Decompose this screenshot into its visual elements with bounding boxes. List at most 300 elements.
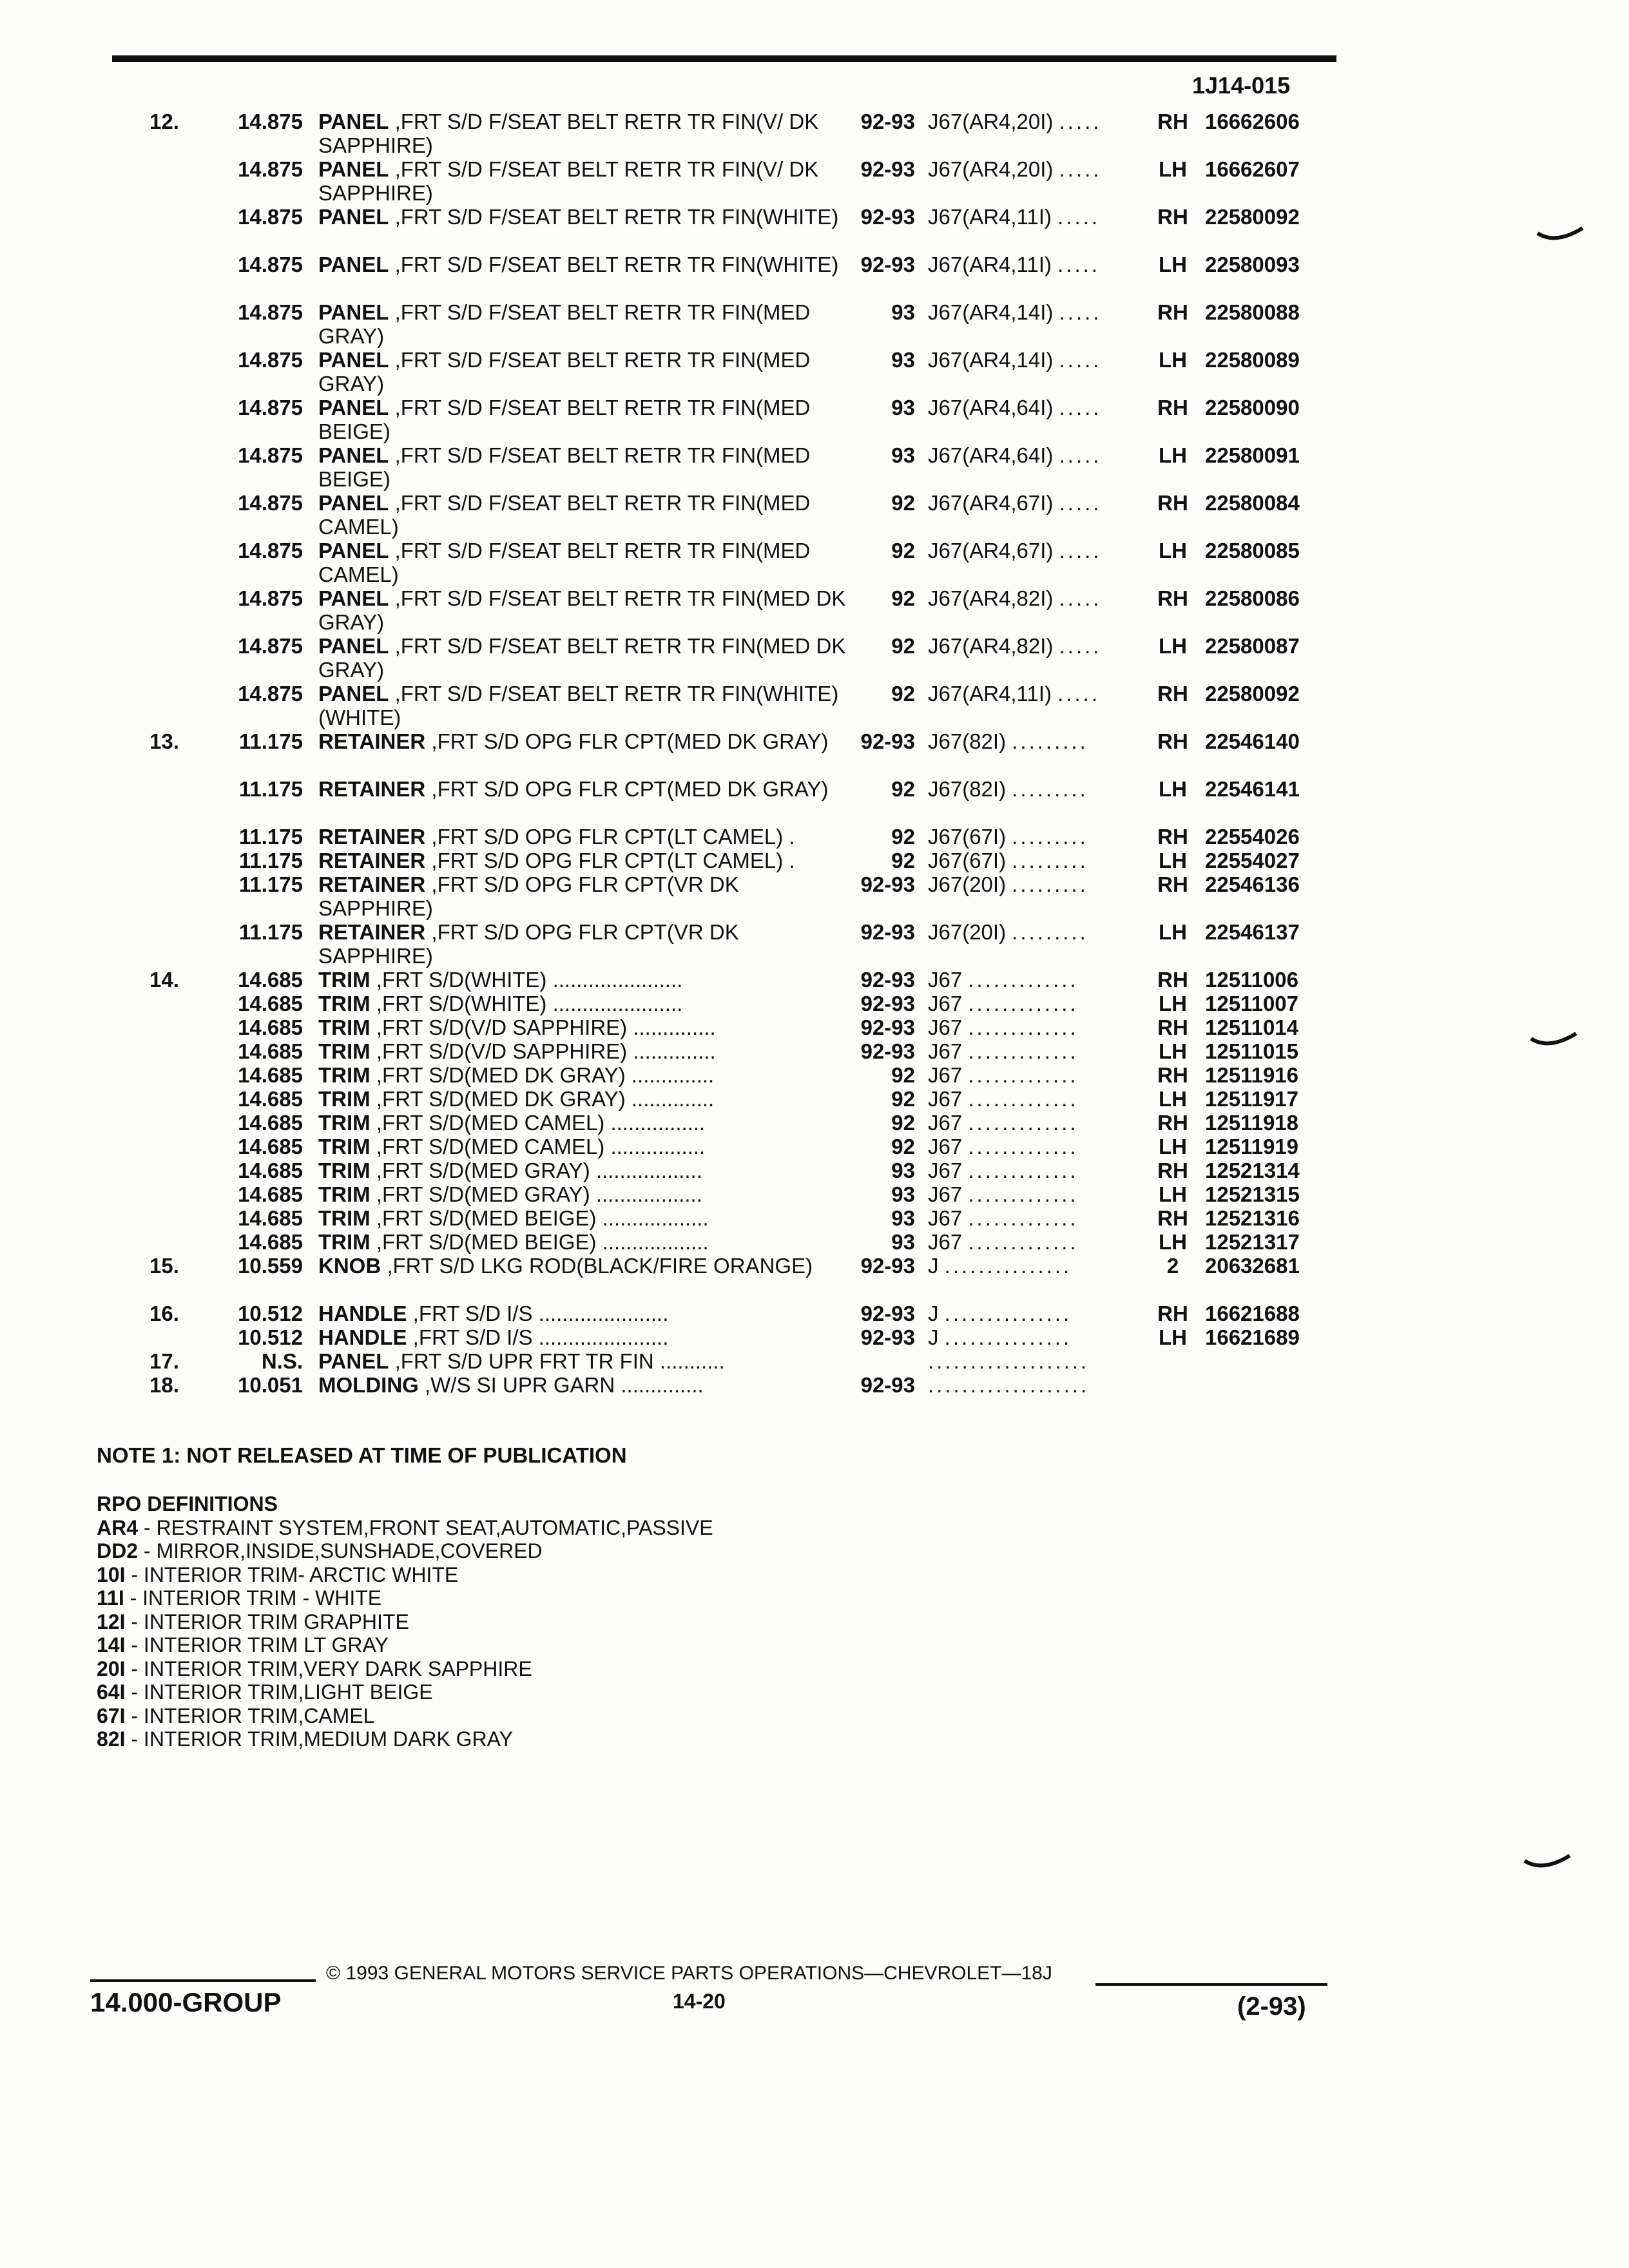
part-description: ,FRT S/D I/S ...................... bbox=[407, 1302, 669, 1325]
model-code bbox=[928, 1135, 1079, 1159]
model-code bbox=[928, 1182, 1079, 1207]
table-row bbox=[0, 1206, 1629, 1230]
description bbox=[318, 1063, 847, 1087]
part-number: 22554026 bbox=[1205, 825, 1300, 849]
model-text: J67(AR4,64I) bbox=[928, 443, 1054, 467]
description bbox=[318, 729, 847, 753]
part-name: MOLDING bbox=[318, 1373, 419, 1397]
rpo-item bbox=[97, 1633, 713, 1657]
part-description: ,FRT S/D(MED GRAY) .................. bbox=[370, 1158, 702, 1182]
section-number: 11.175 bbox=[238, 729, 303, 753]
table-row bbox=[0, 872, 1629, 920]
rpo-text: - INTERIOR TRIM,VERY DARK SAPPHIRE bbox=[125, 1657, 532, 1680]
item-number: 13. bbox=[149, 729, 179, 753]
model-text: J67(AR4,67I) bbox=[928, 539, 1054, 562]
model-years: 92 bbox=[891, 1111, 915, 1135]
model-years: 93 bbox=[891, 300, 915, 324]
leader-dots: ............. bbox=[968, 1111, 1079, 1135]
rpo-item bbox=[97, 1586, 713, 1610]
model-years: 92 bbox=[891, 491, 915, 515]
part-description: ,FRT S/D I/S ...................... bbox=[407, 1325, 669, 1349]
model-years: 92 bbox=[891, 1063, 915, 1087]
description bbox=[318, 1158, 847, 1182]
rpo-item bbox=[97, 1680, 713, 1704]
rpo-text: - INTERIOR TRIM LT GRAY bbox=[125, 1633, 389, 1657]
model-years: 93 bbox=[891, 1206, 915, 1230]
model-years: 92-93 bbox=[860, 992, 915, 1015]
section-number: 14.685 bbox=[238, 1087, 303, 1111]
section-number: 14.875 bbox=[238, 539, 303, 562]
side: RH bbox=[1157, 110, 1188, 133]
rpo-text: - INTERIOR TRIM- ARCTIC WHITE bbox=[125, 1562, 459, 1586]
rpo-title: RPO DEFINITIONS bbox=[97, 1492, 278, 1515]
part-description: ,FRT S/D F/SEAT BELT RETR TR FIN(V/ DK SAPPHIRE) bbox=[318, 157, 819, 205]
description bbox=[318, 539, 847, 586]
side: LH bbox=[1159, 157, 1187, 181]
part-description: ,FRT S/D(MED CAMEL) ................ bbox=[370, 1111, 706, 1135]
description bbox=[318, 968, 847, 992]
model-code bbox=[928, 968, 1079, 992]
table-row bbox=[0, 1063, 1629, 1087]
part-description: ,FRT S/D(WHITE) ...................... bbox=[370, 968, 683, 992]
table-row bbox=[0, 205, 1629, 253]
rpo-item bbox=[97, 1539, 713, 1563]
rpo-code: 67I bbox=[97, 1704, 126, 1727]
part-name: KNOB bbox=[318, 1254, 381, 1278]
part-name: PANEL bbox=[318, 586, 389, 610]
footer-rule-left bbox=[90, 1979, 316, 1982]
side: RH bbox=[1157, 1111, 1188, 1135]
table-row bbox=[0, 1039, 1629, 1063]
model-code bbox=[928, 849, 1088, 873]
model-text: J67(AR4,82I) bbox=[928, 586, 1054, 610]
table-row bbox=[0, 777, 1629, 825]
section-number: 11.175 bbox=[238, 920, 303, 944]
part-name: TRIM bbox=[318, 992, 371, 1015]
side: RH bbox=[1157, 1015, 1188, 1039]
model-code bbox=[928, 1206, 1079, 1231]
part-description: ,FRT S/D(MED DK GRAY) .............. bbox=[370, 1063, 715, 1087]
model-code bbox=[928, 1087, 1079, 1111]
section-number: 11.175 bbox=[238, 872, 303, 896]
leader-dots: ............. bbox=[968, 1158, 1079, 1182]
part-number: 12521317 bbox=[1205, 1230, 1300, 1254]
model-text: J67(20I) bbox=[928, 920, 1007, 944]
rpo-text: - INTERIOR TRIM - WHITE bbox=[124, 1586, 382, 1610]
section-number: N.S. bbox=[261, 1349, 303, 1373]
table-row bbox=[0, 849, 1629, 872]
model-text: J67(82I) bbox=[928, 729, 1007, 753]
side: RH bbox=[1157, 682, 1188, 706]
model-text: J bbox=[928, 1302, 939, 1325]
description bbox=[318, 682, 847, 729]
rpo-item bbox=[97, 1610, 713, 1634]
model-text: J67 bbox=[928, 1063, 963, 1087]
part-name: PANEL bbox=[318, 682, 389, 706]
publication-note: NOTE 1: NOT RELEASED AT TIME OF PUBLICATION bbox=[97, 1443, 627, 1467]
part-name: RETAINER bbox=[318, 777, 426, 801]
side: LH bbox=[1159, 348, 1187, 372]
table-row bbox=[0, 539, 1629, 586]
section-number: 14.685 bbox=[238, 1230, 303, 1254]
part-name: TRIM bbox=[318, 968, 371, 992]
page-code: 1J14-015 bbox=[1192, 72, 1291, 99]
table-row bbox=[0, 443, 1629, 491]
rpo-code: 11I bbox=[97, 1586, 124, 1610]
part-number: 22580087 bbox=[1205, 634, 1300, 658]
model-code bbox=[928, 682, 1100, 706]
part-name: TRIM bbox=[318, 1063, 371, 1087]
model-years: 92 bbox=[891, 586, 915, 610]
leader-dots: ......... bbox=[1012, 872, 1088, 896]
top-rule bbox=[112, 55, 1336, 62]
table-row bbox=[0, 1015, 1629, 1039]
side: LH bbox=[1159, 1325, 1187, 1349]
table-row bbox=[0, 1087, 1629, 1111]
rpo-code: 12I bbox=[97, 1610, 126, 1633]
side: RH bbox=[1157, 968, 1188, 992]
part-description: ,FRT S/D OPG FLR CPT(LT CAMEL) . bbox=[425, 825, 795, 849]
leader-dots: ..... bbox=[1059, 634, 1102, 658]
model-years: 93 bbox=[891, 443, 915, 467]
part-description: ,FRT S/D F/SEAT BELT RETR TR FIN(WHITE) bbox=[389, 253, 839, 276]
footer-page-number: 14-20 bbox=[673, 1990, 726, 2013]
rpo-text: - INTERIOR TRIM,MEDIUM DARK GRAY bbox=[125, 1727, 513, 1751]
margin-mark-icon bbox=[1523, 1853, 1571, 1875]
model-text: J67(AR4,20I) bbox=[928, 157, 1054, 181]
part-name: TRIM bbox=[318, 1206, 371, 1230]
model-years: 92-93 bbox=[860, 1015, 915, 1039]
model-code bbox=[928, 205, 1100, 229]
part-name: TRIM bbox=[318, 1039, 371, 1063]
section-number: 14.875 bbox=[238, 348, 303, 372]
section-number: 14.685 bbox=[238, 1039, 303, 1063]
model-code bbox=[928, 110, 1101, 134]
part-number: 12511015 bbox=[1205, 1039, 1299, 1063]
model-years: 92-93 bbox=[860, 872, 915, 896]
section-number: 14.875 bbox=[238, 586, 303, 610]
model-years: 93 bbox=[891, 1182, 915, 1206]
part-description: ,FRT S/D(V/D SAPPHIRE) .............. bbox=[370, 1039, 716, 1063]
side: RH bbox=[1157, 825, 1188, 849]
description bbox=[318, 300, 847, 348]
part-number: 20632681 bbox=[1205, 1254, 1300, 1278]
leader-dots: ................... bbox=[928, 1349, 1090, 1373]
part-description: ,FRT S/D OPG FLR CPT(MED DK GRAY) bbox=[425, 729, 829, 753]
model-years: 92-93 bbox=[860, 968, 915, 992]
model-years: 92-93 bbox=[860, 1254, 915, 1278]
part-name: RETAINER bbox=[318, 849, 426, 872]
model-code bbox=[928, 777, 1088, 802]
model-code bbox=[928, 443, 1101, 468]
description bbox=[318, 110, 847, 157]
part-number: 22554027 bbox=[1205, 849, 1300, 872]
model-text: J67(67I) bbox=[928, 849, 1007, 872]
part-name: TRIM bbox=[318, 1015, 371, 1039]
model-years: 92-93 bbox=[860, 110, 915, 133]
model-code bbox=[928, 1230, 1079, 1254]
side: RH bbox=[1157, 1206, 1188, 1230]
side: LH bbox=[1159, 849, 1187, 872]
part-name: PANEL bbox=[318, 396, 389, 419]
model-text: J67 bbox=[928, 992, 963, 1015]
model-code bbox=[928, 1254, 1072, 1278]
description bbox=[318, 992, 847, 1015]
description bbox=[318, 1182, 847, 1206]
model-years: 92-93 bbox=[860, 205, 915, 229]
section-number: 10.051 bbox=[238, 1373, 303, 1397]
part-description: ,FRT S/D(MED BEIGE) .................. bbox=[370, 1206, 709, 1230]
section-number: 14.875 bbox=[238, 396, 303, 419]
side: RH bbox=[1157, 729, 1188, 753]
part-description: ,FRT S/D(MED DK GRAY) .............. bbox=[370, 1087, 715, 1111]
model-code bbox=[928, 992, 1079, 1016]
model-years: 93 bbox=[891, 1230, 915, 1254]
side: LH bbox=[1159, 992, 1187, 1015]
part-number: 22580092 bbox=[1205, 682, 1300, 706]
section-number: 14.875 bbox=[238, 443, 303, 467]
part-description: ,FRT S/D LKG ROD(BLACK/FIRE ORANGE) bbox=[381, 1254, 813, 1278]
leader-dots: ............... bbox=[944, 1302, 1072, 1325]
leader-dots: ............... bbox=[944, 1254, 1072, 1278]
description bbox=[318, 396, 847, 443]
part-name: PANEL bbox=[318, 300, 389, 324]
part-number: 22580088 bbox=[1205, 300, 1300, 324]
model-code bbox=[928, 1158, 1079, 1183]
model-code bbox=[928, 825, 1088, 849]
table-row bbox=[0, 825, 1629, 849]
side: LH bbox=[1159, 253, 1187, 276]
leader-dots: ..... bbox=[1059, 539, 1102, 562]
rpo-item bbox=[97, 1704, 713, 1728]
table-row bbox=[0, 634, 1629, 682]
model-code bbox=[928, 300, 1101, 325]
rpo-text: - INTERIOR TRIM,CAMEL bbox=[125, 1704, 375, 1727]
leader-dots: ............. bbox=[968, 1039, 1079, 1063]
part-number: 22546136 bbox=[1205, 872, 1300, 896]
side: RH bbox=[1157, 1302, 1188, 1325]
part-number: 12511007 bbox=[1205, 992, 1299, 1015]
section-number: 14.685 bbox=[238, 968, 303, 992]
table-row bbox=[0, 253, 1629, 300]
part-description: ,FRT S/D F/SEAT BELT RETR TR FIN(MED GRAY) bbox=[318, 300, 811, 348]
model-code bbox=[928, 1015, 1079, 1040]
margin-mark-icon bbox=[1530, 1031, 1577, 1053]
model-code bbox=[928, 1039, 1079, 1064]
description bbox=[318, 443, 847, 491]
model-text: J bbox=[928, 1325, 939, 1349]
table-row bbox=[0, 491, 1629, 539]
side: RH bbox=[1157, 396, 1188, 419]
model-code bbox=[928, 157, 1101, 182]
model-years: 92-93 bbox=[860, 1325, 915, 1349]
model-years: 92-93 bbox=[860, 1302, 915, 1325]
side: RH bbox=[1157, 586, 1188, 610]
part-number: 22580089 bbox=[1205, 348, 1300, 372]
section-number: 11.175 bbox=[238, 849, 303, 872]
section-number: 10.512 bbox=[238, 1302, 303, 1325]
model-code bbox=[928, 1349, 1089, 1374]
part-name: PANEL bbox=[318, 634, 389, 658]
part-name: RETAINER bbox=[318, 872, 426, 896]
part-description: ,W/S SI UPR GARN .............. bbox=[418, 1373, 704, 1397]
part-number: 22580090 bbox=[1205, 396, 1300, 419]
part-name: PANEL bbox=[318, 157, 389, 181]
part-number: 22580091 bbox=[1205, 443, 1300, 467]
rpo-code: 10I bbox=[97, 1562, 126, 1586]
model-text: J67 bbox=[928, 1206, 963, 1230]
table-row bbox=[0, 920, 1629, 968]
model-text: J67(67I) bbox=[928, 825, 1007, 849]
section-number: 14.685 bbox=[238, 1206, 303, 1230]
description bbox=[318, 253, 847, 276]
model-text: J67 bbox=[928, 1015, 963, 1039]
model-years: 92 bbox=[891, 1135, 915, 1158]
part-name: RETAINER bbox=[318, 920, 426, 944]
side: RH bbox=[1157, 872, 1188, 896]
item-number: 18. bbox=[149, 1373, 179, 1397]
description bbox=[318, 157, 847, 205]
part-number: 12511014 bbox=[1205, 1015, 1299, 1039]
model-years: 92 bbox=[891, 539, 915, 562]
side: RH bbox=[1157, 1063, 1188, 1087]
leader-dots: ..... bbox=[1057, 253, 1100, 276]
leader-dots: ................... bbox=[928, 1373, 1090, 1397]
part-description: ,FRT S/D(MED BEIGE) .................. bbox=[370, 1230, 709, 1254]
side: LH bbox=[1159, 777, 1187, 801]
leader-dots: ............. bbox=[968, 1015, 1079, 1039]
part-name: TRIM bbox=[318, 1135, 371, 1158]
section-number: 14.685 bbox=[238, 992, 303, 1015]
rpo-item bbox=[97, 1516, 713, 1540]
part-name: PANEL bbox=[318, 539, 389, 562]
side: LH bbox=[1159, 634, 1187, 658]
part-name: PANEL bbox=[318, 253, 389, 276]
description bbox=[318, 1206, 847, 1230]
table-row bbox=[0, 1349, 1629, 1373]
section-number: 14.685 bbox=[238, 1158, 303, 1182]
model-years: 92-93 bbox=[860, 253, 915, 276]
table-row bbox=[0, 586, 1629, 634]
side: LH bbox=[1159, 1135, 1187, 1158]
side: RH bbox=[1157, 491, 1188, 515]
description bbox=[318, 1111, 847, 1135]
section-number: 14.685 bbox=[238, 1135, 303, 1158]
part-number: 12511917 bbox=[1205, 1087, 1299, 1111]
rpo-definitions bbox=[97, 1492, 713, 1751]
model-code bbox=[928, 1373, 1089, 1398]
leader-dots: ......... bbox=[1012, 849, 1088, 872]
leader-dots: ............. bbox=[968, 1230, 1079, 1254]
description bbox=[318, 849, 847, 872]
part-description: ,FRT S/D(V/D SAPPHIRE) .............. bbox=[370, 1015, 716, 1039]
description bbox=[318, 1015, 847, 1039]
leader-dots: ......... bbox=[1012, 825, 1088, 849]
description bbox=[318, 491, 847, 539]
part-number: 12521314 bbox=[1205, 1158, 1300, 1182]
table-row bbox=[0, 968, 1629, 992]
description bbox=[318, 348, 847, 396]
part-name: HANDLE bbox=[318, 1325, 407, 1349]
leader-dots: ............. bbox=[968, 992, 1079, 1015]
side: RH bbox=[1157, 300, 1188, 324]
side: 2 bbox=[1166, 1254, 1179, 1278]
section-number: 14.685 bbox=[238, 1063, 303, 1087]
table-row bbox=[0, 1158, 1629, 1182]
rpo-text: - MIRROR,INSIDE,SUNSHADE,COVERED bbox=[138, 1539, 543, 1562]
side: LH bbox=[1159, 539, 1187, 562]
leader-dots: ..... bbox=[1057, 205, 1100, 229]
rpo-code: 20I bbox=[97, 1657, 126, 1680]
model-code bbox=[928, 1111, 1079, 1135]
model-text: J67(AR4,64I) bbox=[928, 396, 1054, 419]
part-name: TRIM bbox=[318, 1087, 371, 1111]
model-text: J67(82I) bbox=[928, 777, 1007, 801]
part-description: ,FRT S/D OPG FLR CPT(VR DK SAPPHIRE) bbox=[318, 872, 739, 920]
rpo-code: 14I bbox=[97, 1633, 126, 1657]
leader-dots: ............. bbox=[968, 1182, 1079, 1206]
model-text: J67(AR4,14I) bbox=[928, 300, 1054, 324]
table-row bbox=[0, 1254, 1629, 1302]
part-number: 16621689 bbox=[1205, 1325, 1300, 1349]
section-number: 10.559 bbox=[238, 1254, 303, 1278]
leader-dots: ..... bbox=[1059, 348, 1102, 372]
item-number: 17. bbox=[149, 1349, 179, 1373]
model-years: 93 bbox=[891, 396, 915, 419]
model-text: J67 bbox=[928, 1158, 963, 1182]
leader-dots: ......... bbox=[1012, 920, 1088, 944]
model-text: J67(AR4,67I) bbox=[928, 491, 1054, 515]
part-number: 22580084 bbox=[1205, 491, 1300, 515]
section-number: 14.685 bbox=[238, 1015, 303, 1039]
part-name: PANEL bbox=[318, 491, 389, 515]
model-code bbox=[928, 1302, 1072, 1326]
leader-dots: ..... bbox=[1059, 157, 1102, 181]
part-name: TRIM bbox=[318, 1230, 371, 1254]
part-description: ,FRT S/D F/SEAT BELT RETR TR FIN(MED GRAY) bbox=[318, 348, 811, 396]
side: LH bbox=[1159, 443, 1187, 467]
table-row bbox=[0, 1135, 1629, 1158]
part-name: RETAINER bbox=[318, 729, 426, 753]
section-number: 11.175 bbox=[238, 777, 303, 801]
model-text: J67(AR4,11I) bbox=[928, 205, 1052, 229]
footer-copyright: © 1993 GENERAL MOTORS SERVICE PARTS OPERATIONS—CHEVROLET—18J bbox=[326, 1963, 1052, 1984]
part-number: 12521316 bbox=[1205, 1206, 1300, 1230]
description bbox=[318, 825, 847, 849]
part-description: ,FRT S/D F/SEAT BELT RETR TR FIN(V/ DK SAPPHIRE) bbox=[318, 110, 819, 157]
part-description: ,FRT S/D F/SEAT BELT RETR TR FIN(MED BEIGE) bbox=[318, 396, 811, 443]
part-name: PANEL bbox=[318, 348, 389, 372]
part-name: RETAINER bbox=[318, 825, 426, 849]
side: LH bbox=[1159, 1230, 1187, 1254]
model-code bbox=[928, 729, 1088, 754]
leader-dots: ............. bbox=[968, 1063, 1079, 1087]
description bbox=[318, 872, 847, 920]
description bbox=[318, 1254, 847, 1278]
model-years: 92-93 bbox=[860, 729, 915, 753]
section-number: 14.875 bbox=[238, 205, 303, 229]
table-row bbox=[0, 348, 1629, 396]
part-description: ,FRT S/D F/SEAT BELT RETR TR FIN(WHITE) bbox=[389, 205, 839, 229]
model-years: 92 bbox=[891, 849, 915, 872]
footer-rule-right bbox=[1095, 1983, 1327, 1986]
model-text: J67(AR4,82I) bbox=[928, 634, 1054, 658]
part-description: ,FRT S/D OPG FLR CPT(LT CAMEL) . bbox=[425, 849, 795, 872]
part-description: ,FRT S/D F/SEAT BELT RETR TR FIN(MED BEIGE) bbox=[318, 443, 811, 491]
rpo-item bbox=[97, 1727, 713, 1751]
model-years: 92 bbox=[891, 825, 915, 849]
model-text: J67(AR4,11I) bbox=[928, 253, 1052, 276]
